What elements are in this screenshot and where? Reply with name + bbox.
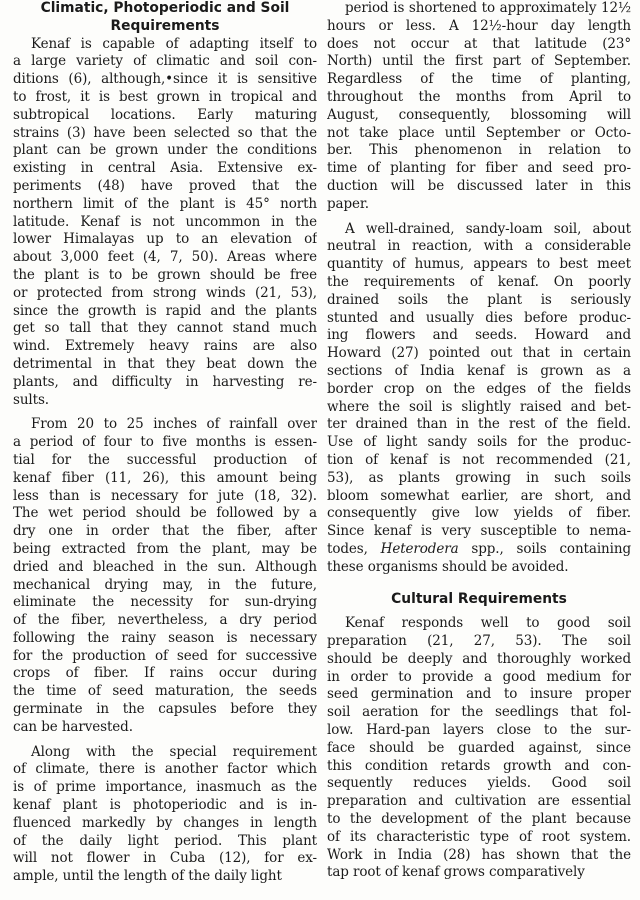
text-line: of climate, there is another factor which xyxy=(13,761,317,778)
heading-line: Climatic, Photoperiodic and Soil xyxy=(40,0,290,16)
text-line: seed germination and to insure proper xyxy=(327,686,631,703)
text-line: sections of India kenaf is grown as a xyxy=(327,362,631,379)
text-line: neutral in reaction, with a considerable xyxy=(327,238,631,255)
right-paragraphs-top xyxy=(327,0,631,577)
text-line: following the rainy season is necessary xyxy=(13,629,317,646)
text-line: crops of fiber. If rains occur during xyxy=(13,665,317,682)
paragraph xyxy=(327,0,631,214)
text-line: Along with the special requirement xyxy=(31,743,317,760)
text-line: to frost, it is best grown in tropical and xyxy=(13,88,317,105)
text-line: ing flowers and seeds. Howard and xyxy=(327,327,631,344)
text-line: time of planting for fiber and seed pro- xyxy=(327,160,631,177)
text-line: border crop on the edges of the fields xyxy=(327,380,631,397)
text-line: of its characteristic type of root system. xyxy=(327,828,631,845)
text-line: mechanical drying may, in the future, xyxy=(13,576,317,593)
text-line: periments (48) have proved that the xyxy=(13,177,317,194)
text-line: sequently reduces yields. Good soil xyxy=(327,775,631,792)
text-line: since the growth is rapid and the plants xyxy=(13,302,317,319)
text-line: this condition retards growth and con- xyxy=(327,757,631,774)
text-line: wind. Extremely heavy rains are also xyxy=(13,338,317,355)
text-line: plant can be grown under the conditions xyxy=(13,142,317,159)
heading-line: Requirements xyxy=(110,17,220,34)
section-heading-climatic xyxy=(13,0,317,36)
text-line: does not occur at that latitude (23° xyxy=(327,35,631,52)
text-line: in order to provide a good medium for xyxy=(327,668,631,685)
text-line: the time of seed maturation, the seeds xyxy=(13,683,317,700)
text-line: or protected from strong winds (21, 53), xyxy=(13,284,317,301)
text-line: tion of kenaf is not recommended (21, xyxy=(327,451,631,468)
text-line: Use of light sandy soils for the produc- xyxy=(327,434,631,451)
paragraph xyxy=(13,416,317,736)
text-line: where the soil is slightly raised and bet- xyxy=(327,398,631,415)
text-line: quantity of humus, appears to best meet xyxy=(327,256,631,273)
paragraph xyxy=(13,36,317,410)
text-line: preparation (21, 27, 53). The soil xyxy=(327,633,631,650)
text-line: eliminate the necessity for sun-drying xyxy=(13,594,317,611)
paragraph xyxy=(13,744,317,886)
text-line: dry one in order that the fiber, after xyxy=(13,523,317,540)
paragraph xyxy=(327,615,631,882)
section-heading-cultural: Cultural Requirements xyxy=(391,590,567,607)
text-line: consequently give low yields of fiber. xyxy=(327,505,631,522)
paragraph xyxy=(327,221,631,577)
text-line: will not flower in Cuba (12), for ex- xyxy=(13,850,317,867)
text-line: lower Himalayas up to an elevation of xyxy=(13,231,317,248)
text-line: less than is necessary for jute (18, 32). xyxy=(13,487,317,504)
text-line: existing in central Asia. Extensive ex- xyxy=(13,160,317,177)
text-line: ber. This phenomenon in relation to xyxy=(327,142,631,159)
text-line: strains (3) have been selected so that the xyxy=(13,124,317,141)
text-line: Regardless of the time of planting, xyxy=(327,71,631,88)
text-line: Work in India (28) has shown that the xyxy=(327,846,631,863)
text-line: hours or less. A 12½-hour day length xyxy=(327,17,631,34)
text-line: ditions (6), although,•since it is sensitive xyxy=(13,71,317,88)
text-line: being extracted from the plant, may be xyxy=(13,540,317,557)
text-line: germinate in the capsules before they xyxy=(13,701,317,718)
text-line: is of prime importance, inasmuch as the xyxy=(13,779,317,796)
text-line: preparation and cultivation are essential xyxy=(327,793,631,810)
text-line: of the fiber, nevertheless, a dry period xyxy=(13,612,317,629)
text-line: The wet period should be followed by a xyxy=(13,505,317,522)
text-line: fluenced markedly by changes in length xyxy=(13,814,317,831)
text-line: tial for the successful production of xyxy=(13,451,317,468)
text-line: for the production of seed for successive xyxy=(13,647,317,664)
text-line: Kenaf is capable of adapting itself to xyxy=(31,35,317,52)
text-line: to the development of the plant because xyxy=(327,811,631,828)
left-column xyxy=(13,0,317,886)
text-line: tap root of kenaf grows comparatively xyxy=(327,864,585,881)
text-line: Kenaf responds well to good soil xyxy=(345,615,631,632)
text-line: bloom somewhat earlier, are short, and xyxy=(327,487,631,504)
text-line: drained soils the plant is seriously xyxy=(327,291,631,308)
text-line: the plant is to be grown should be free xyxy=(13,266,317,283)
text-line: Since kenaf is very susceptible to nema- xyxy=(327,523,631,540)
text-line: northern limit of the plant is 45° north xyxy=(13,195,317,212)
text-line: kenaf fiber (11, 26), this amount being xyxy=(13,469,317,486)
species-name: Heterodera xyxy=(380,540,459,557)
text-line: subtropical locations. Early maturing xyxy=(13,106,317,123)
right-paragraphs-bottom xyxy=(327,615,631,882)
text-line: duction will be discussed later in this xyxy=(327,177,631,194)
text-line: the requirements of kenaf. On poorly xyxy=(327,273,631,290)
text-line: kenaf plant is photoperiodic and is in- xyxy=(13,797,317,814)
text-line: soil aeration for the seedlings that fol- xyxy=(327,704,631,721)
text-line: a period of four to five months is essen- xyxy=(13,434,317,451)
text-line: latitude. Kenaf is not uncommon in the xyxy=(13,213,317,230)
text-line: stunted and usually dies before produc- xyxy=(327,309,631,326)
left-paragraphs xyxy=(13,36,317,886)
text-line-italic: todes, Heterodera spp., soils containing xyxy=(327,540,631,557)
text-line: Howard (27) pointed out that in certain xyxy=(327,345,631,362)
text-line: ter drained than in the rest of the field. xyxy=(327,416,631,433)
text-line: these organisms should be avoided. xyxy=(327,558,569,575)
text-line: can be harvested. xyxy=(13,718,133,735)
text-line: ample, until the length of the daily light xyxy=(13,868,282,885)
right-column xyxy=(327,0,631,882)
text-line: a large variety of climatic and soil con- xyxy=(13,53,317,70)
text-line: sults. xyxy=(13,391,49,408)
text-line: North) until the first part of September. xyxy=(327,53,631,70)
text-line: low. Hard-pan layers close to the sur- xyxy=(327,722,631,739)
text-line: not take place until September or Octo- xyxy=(327,124,631,141)
text-line: should be deeply and thoroughly worked xyxy=(327,650,631,667)
text-line: about 3,000 feet (4, 7, 50). Areas where xyxy=(13,249,317,266)
text-line: paper. xyxy=(327,195,369,212)
text-line: of the daily light period. This plant xyxy=(13,832,317,849)
text-line: 53), as plants growing in such soils xyxy=(327,469,631,486)
text-line: plants, and difficulty in harvesting re- xyxy=(13,373,317,390)
text-line: detrimental in that they beat down the xyxy=(13,355,317,372)
text-line: August, consequently, blossoming will xyxy=(327,106,631,123)
text-line: A well-drained, sandy-loam soil, about xyxy=(345,220,631,237)
text-line: dried and bleached in the sun. Although xyxy=(13,558,317,575)
text-line: period is shortened to approximately 12½ xyxy=(345,0,631,16)
text-line: From 20 to 25 inches of rainfall over xyxy=(31,416,317,433)
text-line: throughout the months from April to xyxy=(327,88,631,105)
text-line: face should be guarded against, since xyxy=(327,739,631,756)
text-line: get so tall that they cannot stand much xyxy=(13,320,317,337)
